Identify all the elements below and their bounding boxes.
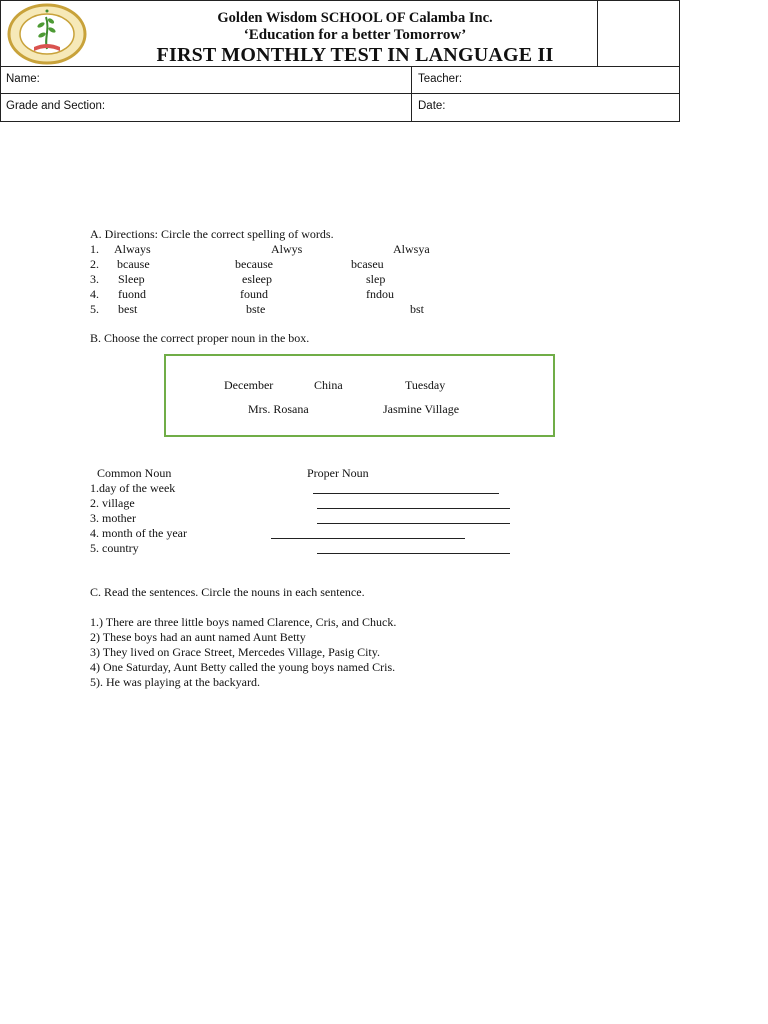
choice: bste <box>246 302 266 316</box>
noun-item: 4. month of the year <box>90 526 187 540</box>
choice: Alwsya <box>393 242 430 256</box>
item-number: 4. <box>90 287 99 301</box>
section-a-directions: A. Directions: Circle the correct spelling of words. <box>90 227 334 241</box>
test-title: FIRST MONTHLY TEST IN LANGUAGE II <box>156 44 554 66</box>
grade-section-field-label: Grade and Section: <box>6 100 106 112</box>
box-word: China <box>314 378 343 392</box>
choice: slep <box>366 272 386 286</box>
answer-line <box>313 493 499 494</box>
item-number: 1. <box>90 242 99 256</box>
choice: best <box>118 302 138 316</box>
box-word: Jasmine Village <box>383 402 460 416</box>
sentence: 1.) There are three little boys named Clarence, Cris, and Chuck. <box>90 615 397 629</box>
answer-line <box>317 553 510 554</box>
box-word: Mrs. Rosana <box>248 402 309 416</box>
choice: found <box>240 287 268 301</box>
item-number: 3. <box>90 272 99 286</box>
answer-line <box>317 523 510 524</box>
choice: Alwys <box>271 242 303 256</box>
answer-line <box>317 508 510 509</box>
item-number: 5. <box>90 302 99 316</box>
noun-item: 2. village <box>90 496 135 510</box>
choice: because <box>235 257 273 271</box>
choice: fndou <box>366 287 394 301</box>
box-word: Tuesday <box>405 378 446 392</box>
teacher-field-label: Teacher: <box>418 73 463 85</box>
choice: fuond <box>118 287 146 301</box>
choice: esleep <box>242 272 272 286</box>
section-b-directions: B. Choose the correct proper noun in the box. <box>90 331 310 345</box>
choice: bst <box>410 302 425 316</box>
sentence: 3) They lived on Grace Street, Mercedes Village, Pasig City. <box>90 645 380 659</box>
box-word: December <box>224 378 274 392</box>
sentence: 2) These boys had an aunt named Aunt Betty <box>90 630 306 644</box>
common-noun-header: Common Noun <box>97 466 172 480</box>
school-motto: ‘Education for a better Tomorrow’ <box>243 27 467 43</box>
noun-item: 3. mother <box>90 511 136 525</box>
noun-item: 5. country <box>90 541 139 555</box>
name-field-label: Name: <box>6 73 40 85</box>
sentence: 4) One Saturday, Aunt Betty called the young boys named Cris. <box>90 660 396 674</box>
choice: bcaseu <box>351 257 384 271</box>
section-c-directions: C. Read the sentences. Circle the nouns in each sentence. <box>90 585 365 599</box>
choice: Always <box>114 242 151 256</box>
choice: bcause <box>117 257 150 271</box>
school-name: Golden Wisdom SCHOOL OF Calamba Inc. <box>217 10 493 26</box>
choice: Sleep <box>118 272 145 286</box>
item-number: 2. <box>90 257 99 271</box>
date-field-label: Date: <box>418 100 446 112</box>
sentence: 5). He was playing at the backyard. <box>90 675 260 689</box>
proper-noun-header: Proper Noun <box>307 466 369 480</box>
info-row-divider <box>0 93 680 94</box>
info-col-divider <box>411 66 412 122</box>
answer-line <box>271 538 465 539</box>
proper-noun-box <box>164 354 555 437</box>
header-table <box>0 0 680 122</box>
noun-item: 1.day of the week <box>90 481 176 495</box>
